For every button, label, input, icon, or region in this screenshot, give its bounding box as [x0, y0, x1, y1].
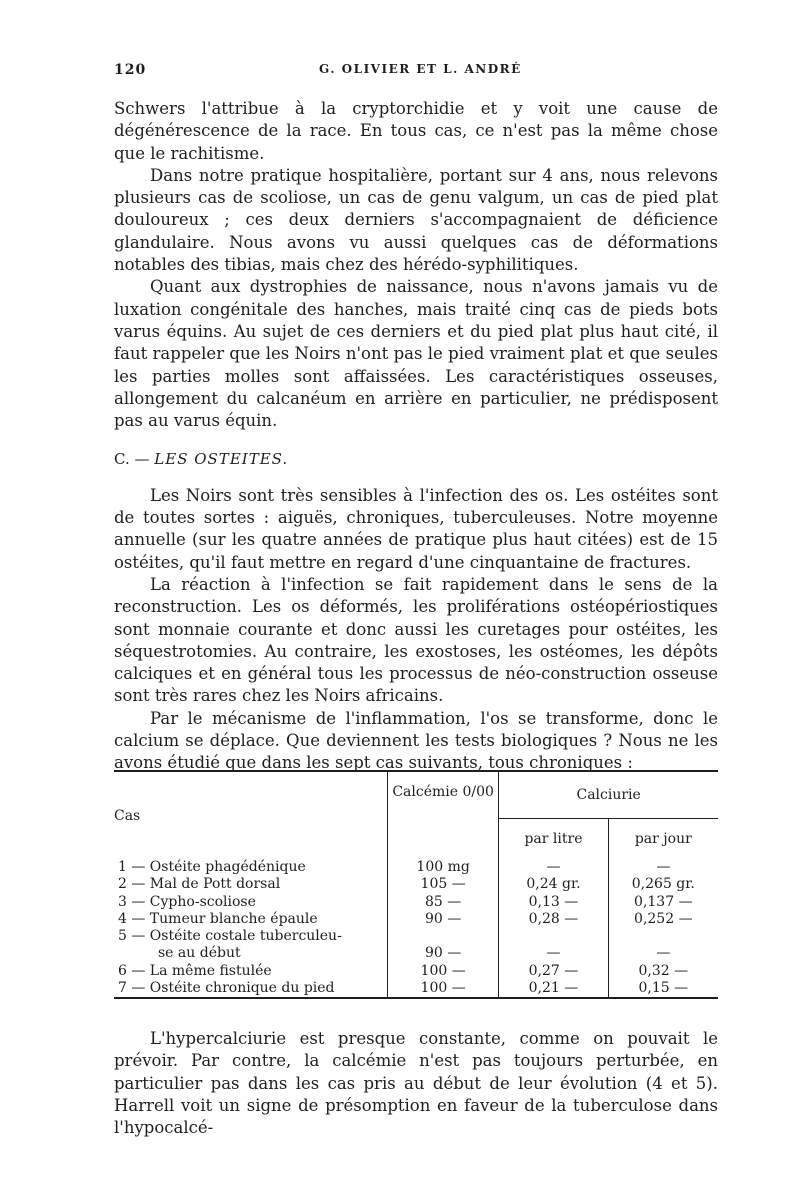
table-row — [114, 894, 718, 911]
paragraph: Dans notre pratique hospitalière, portant sur 4 ans, nous relevons plusieurs cas de scoliose, un cas de genu valgum, un cas de pied plat douloureux ; ces deux derniers s'accompagnaient de déficience glandulaire. Nous avons vu aussi quelques cas de déformations notables des tibias, mais chez des hérédo-syphilitiques. — [114, 165, 718, 275]
table-row — [114, 911, 718, 928]
cell-cas: 1 — Ostéite phagédénique — [114, 859, 387, 876]
header-calcemie: Calcémie 0/00 — [387, 771, 498, 859]
cell-litre: 0,28 — — [499, 911, 608, 928]
table-header-row — [114, 771, 718, 819]
closing-text — [114, 1028, 718, 1139]
cell-litre: 0,13 — — [499, 894, 608, 911]
main-text — [114, 98, 718, 775]
cell-cas: 5 — Ostéite costale tuberculeu- — [114, 928, 387, 945]
cell-jour: 0,32 — — [638, 962, 689, 979]
cell-cas: 6 — La même fistulée — [114, 963, 387, 980]
header-cas: Cas — [114, 771, 387, 859]
paragraph: Quant aux dystrophies de naissance, nous n'avons jamais vu de luxation congénitale des hanches, mais traité cinq cas de pieds bots varus équins. Au sujet de ces derniers et du pied plat plus haut cité, il faut rappeler que les Noirs n'ont pas le pied vraiment plat et que seules les parties molles sont affaissées. Les caractéristiques osseuses, allongement du calcanéum en arrière en particulier, ne prédisposent pas au varus équin. — [114, 277, 718, 431]
cell-jour: 0,137 — — [634, 893, 693, 910]
section-letter: C. — [114, 450, 130, 469]
cell-jour: 0,15 — — [638, 980, 689, 997]
cell-calcemie: 90 — — [387, 945, 498, 962]
section-title: LES OSTEITES. — [154, 450, 289, 469]
header-par-jour: par jour — [608, 819, 718, 860]
cell-jour — [608, 928, 718, 945]
paragraph: Les Noirs sont très sensibles à l'infection des os. Les ostéites sont de toutes sortes : aiguës, chroniques, tuberculeuses. Notre moyenne annuelle (sur les quatre années de pratique plus haut citées) est de 15 ostéites, qu'il faut mettre en regard d'une cinquantaine de fractures. — [114, 485, 718, 572]
table-row — [114, 859, 718, 876]
table-row — [114, 963, 718, 980]
paragraph: La réaction à l'infection se fait rapidement dans le sens de la reconstruction. Les os déformés, les proliférations ostéopériostiques sont monnaie courante et donc aussi les curetages pour ostéites, les séquestrotomies. Au contraire, les exostoses, les ostéomes, les dépôts calciques et en général tous les processus de néo-construction osseuse sont très rares chez les Noirs africains. — [114, 574, 718, 706]
cell-litre: 0,24 gr. — [499, 876, 608, 893]
table-row — [114, 945, 718, 962]
cell-litre: — — [499, 859, 608, 876]
cell-calcemie: 100 — — [387, 980, 498, 998]
header-calciurie: Calciurie — [576, 787, 641, 803]
cell-calcemie: 100 — — [387, 963, 498, 980]
calcium-table — [114, 770, 718, 999]
cell-calcemie: 100 mg — [387, 859, 498, 876]
cell-cas: 2 — Mal de Pott dorsal — [114, 876, 387, 893]
section-heading — [114, 448, 718, 470]
cell-litre: — — [499, 945, 608, 962]
header-par-litre: par litre — [499, 819, 608, 860]
section-dash: — — [134, 450, 150, 469]
cell-cas: se au début — [114, 945, 387, 962]
cell-jour: 0,252 — — [634, 910, 693, 927]
cell-cas: 3 — Cypho-scoliose — [114, 894, 387, 911]
cell-cas: 4 — Tumeur blanche épaule — [114, 911, 387, 928]
cell-calcemie — [387, 928, 498, 945]
cell-jour: 0,265 gr. — [631, 876, 695, 893]
cell-calcemie: 90 — — [387, 911, 498, 928]
cell-jour: — — [656, 859, 671, 875]
table-row — [114, 980, 718, 998]
cell-jour: — — [656, 945, 671, 962]
cell-calcemie: 105 — — [387, 876, 498, 893]
table-row — [114, 928, 718, 945]
paragraph: Schwers l'attribue à la cryptorchidie et y voit une cause de dégénérescence de la race. En tous cas, ce n'est pas la même chose que le rachitisme. — [114, 99, 718, 163]
table-row — [114, 876, 718, 893]
cell-litre — [499, 928, 608, 945]
paragraph: Par le mécanisme de l'inflammation, l'os se transforme, donc le calcium se déplace. Que deviennent les tests biologiques ? Nous ne les avons étudié que dans les sept cas suivants, tous chroniques : — [114, 708, 718, 773]
cell-litre: 0,21 — — [499, 980, 608, 998]
page-number: 120 — [114, 62, 147, 78]
cell-litre: 0,27 — — [499, 963, 608, 980]
running-title: G. OLIVIER ET L. ANDRÉ — [319, 62, 522, 76]
paragraph: L'hypercalciurie est presque constante, comme on pouvait le prévoir. Par contre, la calcémie n'est pas toujours perturbée, en particulier pas dans les cas pris au début de leur évolution (4 et 5). Harrell voit un signe de présomption en faveur de la tuberculose dans l'hypocalcé- — [114, 1029, 718, 1138]
cell-calcemie: 85 — — [387, 894, 498, 911]
cell-cas: 7 — Ostéite chronique du pied — [114, 980, 387, 998]
